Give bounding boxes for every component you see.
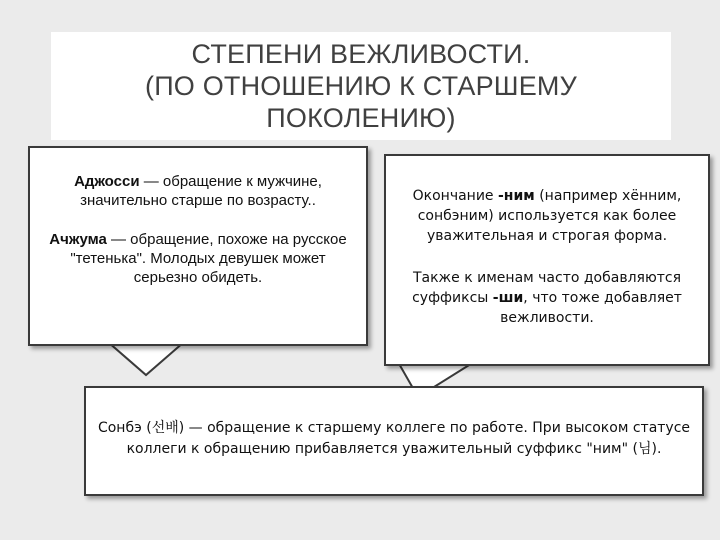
callout-left-para-2 [40, 230, 356, 287]
slide [14, 14, 706, 526]
suffix-nim: -ним [498, 188, 535, 204]
term-achzhuma: Ачжума [49, 231, 107, 248]
callout-left [28, 146, 368, 346]
suffix-shi: -ши [492, 290, 524, 306]
title-line-3: ПОКОЛЕНИЮ) [266, 103, 456, 133]
slide-title [51, 38, 671, 134]
callout-bottom-text: Сонбэ (선배) — обращение к старшему коллеге по работе. При высоком статусе коллеги к обращению прибавляется уважительный суффикс "ним" (님). [97, 420, 691, 457]
callout-right [384, 154, 710, 366]
term-adzhossi: Аджосси [74, 173, 140, 190]
callout-right-para-2 [396, 268, 698, 328]
text-span: Также к именам часто добавляются суффиксы [412, 270, 682, 306]
text-span: (например хённим, сонбэним) используется как более уважительная и строгая форма. [417, 188, 682, 244]
title-line-2: (ПО ОТНОШЕНИЮ К СТАРШЕМУ [145, 71, 577, 101]
title-line-1: СТЕПЕНИ ВЕЖЛИВОСТИ. [191, 39, 531, 69]
def-adzhossi: — обращение к мужчине, значительно старше по возрасту.. [80, 173, 322, 209]
callout-left-pointer [106, 342, 186, 378]
callout-bottom [84, 386, 704, 496]
def-achzhuma: — обращение, похоже на русское "тетенька". Молодых девушек может серьезно обидеть. [70, 231, 347, 286]
callout-right-para-1 [396, 186, 698, 246]
text-span: , что тоже добавляет вежливости. [500, 290, 682, 326]
title-band [51, 32, 671, 140]
text-span: Окончание [412, 188, 498, 204]
callout-left-para-1 [40, 172, 356, 210]
